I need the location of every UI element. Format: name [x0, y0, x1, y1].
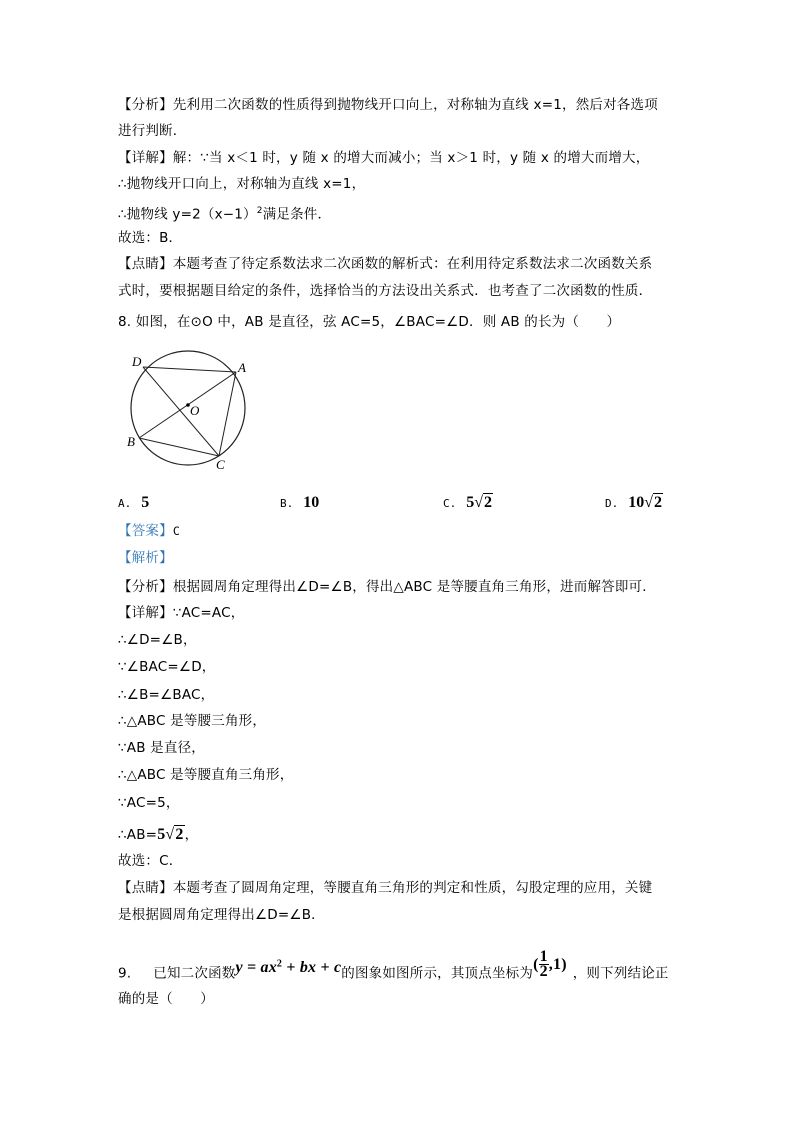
step-line: ∴∠B=∠BAC，	[118, 687, 215, 703]
formula-rest: + bx + c	[282, 958, 342, 976]
comment-tag: 【点睛】	[118, 880, 173, 896]
q9-number: 9.	[118, 965, 132, 982]
step-line: ∴△ABC 是等腰直角三角形，	[118, 767, 294, 783]
option-value: 10	[303, 494, 320, 511]
option-label: A.	[118, 497, 132, 510]
q7-detail-line-3	[118, 202, 331, 224]
q7-detail-line	[118, 149, 649, 167]
detail-formula: ∴抛物线 y=2（x−1）	[118, 206, 257, 223]
q7-comment-line-2: 式时，要根据题目给定的条件，选择恰当的方法设出关系式．也考查了二次函数的性质．	[118, 283, 653, 299]
formula-exponent: 2	[276, 958, 283, 969]
answer-value: C	[172, 524, 180, 538]
q7-detail-line-2: ∴抛物线开口向上，对称轴为直线 x=1，	[118, 176, 366, 192]
answer-tag: 【答案】	[118, 523, 173, 539]
q8-stem: 8. 如图，在⊙O 中，AB 是直径，弦 AC=5，∠BAC=∠D．则 AB 的长为（ ）	[118, 314, 621, 330]
step-line: ∵AB 是直径，	[118, 740, 205, 756]
label-c: C	[216, 457, 225, 472]
step-line: ∴△ABC 是等腰三角形，	[118, 713, 267, 729]
q8-detail-line	[118, 604, 244, 622]
comment-text: 本题考查了圆周角定理，等腰直角三角形的判定和性质，勾股定理的应用，关键	[172, 880, 653, 896]
option-value: 10	[628, 494, 645, 511]
stem-post: ，则下列结论正	[572, 965, 669, 982]
step: ∵AC=AC，	[172, 605, 245, 621]
label-o: O	[190, 403, 200, 418]
option-value: 5	[141, 494, 150, 511]
vertex-rest: ,1)	[548, 955, 567, 973]
q7-comment-line	[118, 255, 652, 273]
option-label: C.	[443, 497, 457, 510]
fraction-numerator: 1	[539, 948, 548, 965]
label-d: D	[132, 354, 142, 369]
fraction-denominator: 2	[539, 963, 548, 980]
final-step-post: ，	[184, 827, 199, 843]
formula-y: y = ax	[235, 958, 277, 976]
option-d[interactable]	[605, 494, 663, 512]
option-a[interactable]	[118, 494, 149, 512]
label-a: A	[238, 360, 246, 375]
sqrt: √2	[474, 494, 493, 511]
radicand: 2	[175, 826, 184, 843]
q7-analysis-line	[118, 96, 658, 114]
sqrt: √2	[165, 826, 184, 843]
step-line: ∴∠D=∠B，	[118, 632, 197, 648]
comment-text: 本题考查了待定系数法求二次函数的解析式：在利用待定系数法求二次函数关系	[172, 256, 653, 272]
comment-tag: 【点睛】	[118, 256, 173, 272]
stem-pre: 已知二次函数	[153, 965, 236, 982]
q8-choice: 故选：C．	[118, 853, 183, 869]
circle-o	[131, 351, 245, 465]
segment-da	[143, 367, 236, 372]
radicand: 2	[484, 494, 493, 511]
q8-analysis-line	[118, 578, 656, 596]
analysis-tag: 【分析】	[118, 579, 173, 595]
q9-stem	[118, 948, 669, 988]
option-c[interactable]	[443, 494, 493, 512]
q8-comment-line	[118, 879, 652, 897]
step-line: ∵∠BAC=∠D，	[118, 659, 216, 675]
vertex-open: (	[533, 955, 539, 973]
circle-figure	[120, 345, 260, 485]
segment-bc	[139, 438, 219, 456]
final-value: 5	[157, 826, 166, 843]
detail-tag: 【详解】	[118, 605, 173, 621]
option-value: 5	[466, 494, 475, 511]
option-b[interactable]	[280, 494, 319, 512]
step-line: ∵AC=5，	[118, 795, 180, 811]
radicand: 2	[654, 494, 663, 511]
exponent: 2	[256, 206, 263, 216]
q9-stem-line-2: 确的是（ ）	[118, 991, 214, 1007]
detail-text: 满足条件．	[262, 206, 332, 223]
q7-analysis-line-2: 进行判断．	[118, 123, 187, 139]
q7-choice: 故选：B．	[118, 230, 183, 246]
vertex-coordinate	[533, 948, 567, 980]
segment-dc	[143, 367, 219, 456]
option-label: B.	[280, 497, 294, 510]
analysis-text: 根据圆周角定理得出∠D=∠B，得出△ABC 是等腰直角三角形，进而解答即可．	[172, 579, 656, 595]
detail-text: 解：∵当 x＜1 时，y 随 x 的增大而减小；当 x＞1 时，y 随 x 的增大而增大，	[172, 150, 650, 166]
analysis-tag: 【分析】	[118, 97, 173, 113]
answer-line	[118, 522, 180, 540]
sqrt: √2	[644, 494, 663, 511]
final-step-line	[118, 826, 198, 844]
formula	[235, 960, 341, 976]
analysis-text: 先利用二次函数的性质得到抛物线开口向上，对称轴为直线 x=1，然后对各选项	[172, 97, 658, 113]
q8-comment-line-2: 是根据圆周角定理得出∠D=∠B．	[118, 907, 325, 923]
final-step-pre: ∴AB=	[118, 827, 158, 843]
option-label: D.	[605, 497, 619, 510]
solution-tag: 【解析】	[118, 550, 173, 566]
fraction	[539, 950, 549, 979]
detail-tag: 【详解】	[118, 150, 173, 166]
stem-mid: 的图象如图所示，其顶点坐标为	[341, 965, 534, 982]
segment-ac	[219, 372, 236, 456]
label-b: B	[127, 434, 135, 449]
